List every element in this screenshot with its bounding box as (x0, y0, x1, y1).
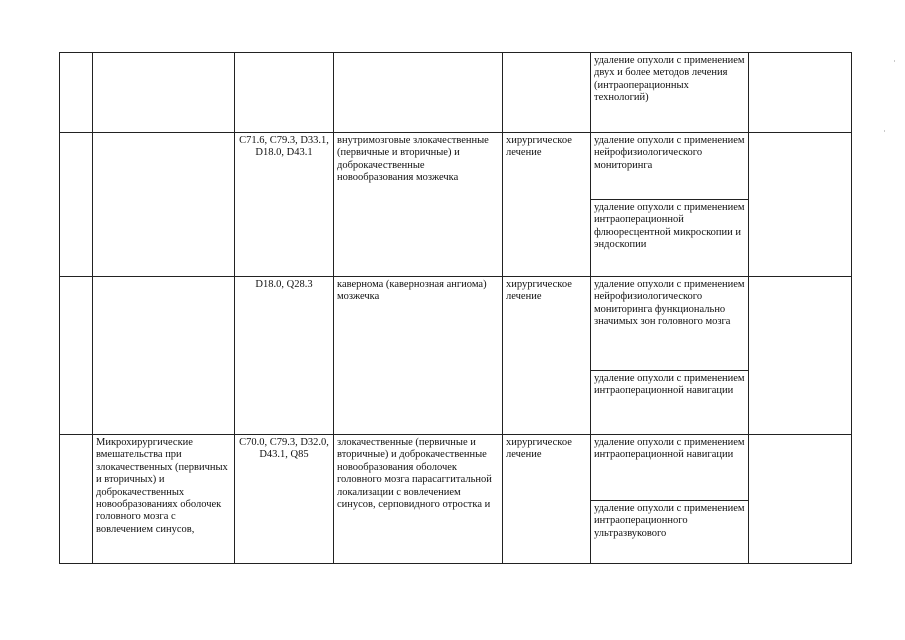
method-cell: удаление опухоли с применением интраоперационной флюоресцентной микроскопии и эндоскопии (591, 200, 749, 277)
extra-cell (749, 133, 852, 277)
diagnosis-cell: злокачественные (первичные и вторичные) и доброкачественные новообразования оболочек головного мозга парасаггитальной локализации с вовлечением синусов, серповидного отростка и (334, 435, 503, 564)
intervention-group-cell (93, 53, 235, 133)
icd-codes-cell (235, 53, 334, 133)
scan-artifact (884, 130, 885, 132)
table-row (60, 53, 852, 133)
table-row (60, 277, 852, 371)
diagnosis-cell (334, 53, 503, 133)
icd-codes-cell: D18.0, Q28.3 (235, 277, 334, 435)
table-row (60, 435, 852, 501)
scan-artifact (894, 60, 895, 62)
treatment-table (59, 52, 852, 564)
treatment-type-cell: хирургическое лечение (503, 277, 591, 435)
icd-codes-cell: C70.0, C79.3, D32.0, D43.1, Q85 (235, 435, 334, 564)
diagnosis-cell: кавернома (кавернозная ангиома) мозжечка (334, 277, 503, 435)
extra-cell (749, 53, 852, 133)
extra-cell (749, 277, 852, 435)
table-row (60, 133, 852, 200)
icd-codes-cell: C71.6, C79.3, D33.1, D18.0, D43.1 (235, 133, 334, 277)
method-cell: удаление опухоли с применением интраоперационного ультразвукового (591, 501, 749, 564)
method-cell: удаление опухоли с применением нейрофизиологического мониторинга функционально значимых зон головного мозга (591, 277, 749, 371)
intervention-group-cell (93, 277, 235, 435)
method-cell: удаление опухоли с применением двух и более методов лечения (интраоперационных технологий) (591, 53, 749, 133)
intervention-group-cell: Микрохирургические вмешательства при злокачественных (первичных и вторичных) и доброкачественных новообразованиях оболочек головного мозга с вовлечением синусов, (93, 435, 235, 564)
treatment-type-cell: хирургическое лечение (503, 435, 591, 564)
row-number-cell (60, 133, 93, 277)
extra-cell (749, 435, 852, 564)
treatment-type-cell: хирургическое лечение (503, 133, 591, 277)
treatment-type-cell (503, 53, 591, 133)
method-cell: удаление опухоли с применением нейрофизиологического мониторинга (591, 133, 749, 200)
row-number-cell (60, 435, 93, 564)
row-number-cell (60, 53, 93, 133)
intervention-group-cell (93, 133, 235, 277)
method-cell: удаление опухоли с применением интраоперационной навигации (591, 435, 749, 501)
method-cell: удаление опухоли с применением интраоперационной навигации (591, 371, 749, 435)
row-number-cell (60, 277, 93, 435)
diagnosis-cell: внутримозговые злокачественные (первичные и вторичные) и доброкачественные новообразования мозжечка (334, 133, 503, 277)
